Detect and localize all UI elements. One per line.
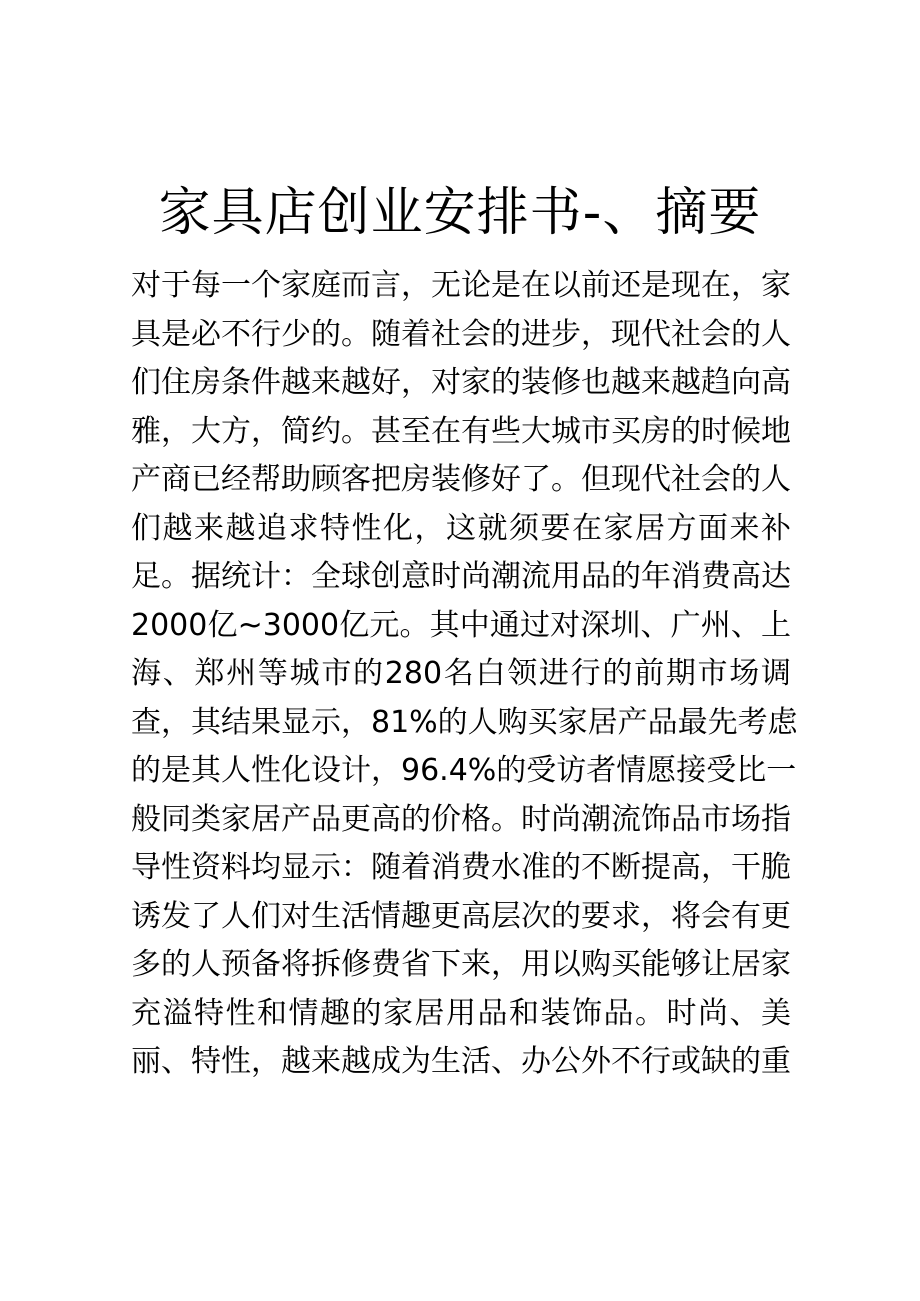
paragraph-line: 们住房条件越来越好，对家的装修也越来越趋向高: [131, 365, 791, 400]
paragraph-line: 海、郑州等城市的280名白领进行的前期市场调: [131, 656, 791, 691]
paragraph-line: 的是其人性化设计，96.4%的受访者情愿接受比一: [131, 753, 797, 788]
paragraph-line: 充溢特性和情趣的家居用品和装饰品。时尚、美: [131, 995, 791, 1031]
paragraph-line: 具是必不行少的。随着社会的进步，现代社会的人: [131, 316, 791, 352]
paragraph-line: 雅，大方，简约。甚至在有些大城市买房的时候地: [131, 413, 791, 449]
paragraph-line: 产商已经帮助顾客把房装修好了。但现代社会的人: [131, 462, 791, 497]
paragraph-line: 查，其结果显示，81%的人购买家居产品最先考虑: [131, 704, 798, 740]
paragraph-line: 2000亿~3000亿元。其中通过对深圳、广州、上: [131, 607, 791, 643]
paragraph-line: 对于每一个家庭而言，无论是在以前还是现在，家: [131, 268, 791, 303]
paragraph-line: 诱发了人们对生活情趣更高层次的要求，将会有更: [131, 898, 791, 934]
paragraph-line: 丽、特性，越来越成为生活、办公外不行或缺的重: [131, 1044, 791, 1079]
paragraph-line: 足。据统计：全球创意时尚潮流用品的年消费高达: [131, 559, 791, 594]
paragraph-line: 们越来越追求特性化，这就须要在家居方面来补: [131, 510, 791, 546]
body-paragraph: [131, 262, 798, 1087]
document-title: 家具店创业安排书-、摘要: [158, 183, 762, 243]
paragraph-line: 般同类家居产品更高的价格。时尚潮流饰品市场指: [131, 801, 791, 837]
paragraph-line: 多的人预备将拆修费省下来，用以购买能够让居家: [131, 947, 791, 982]
paragraph-line: 导性资料均显示：随着消费水准的不断提高，干脆: [131, 850, 791, 885]
